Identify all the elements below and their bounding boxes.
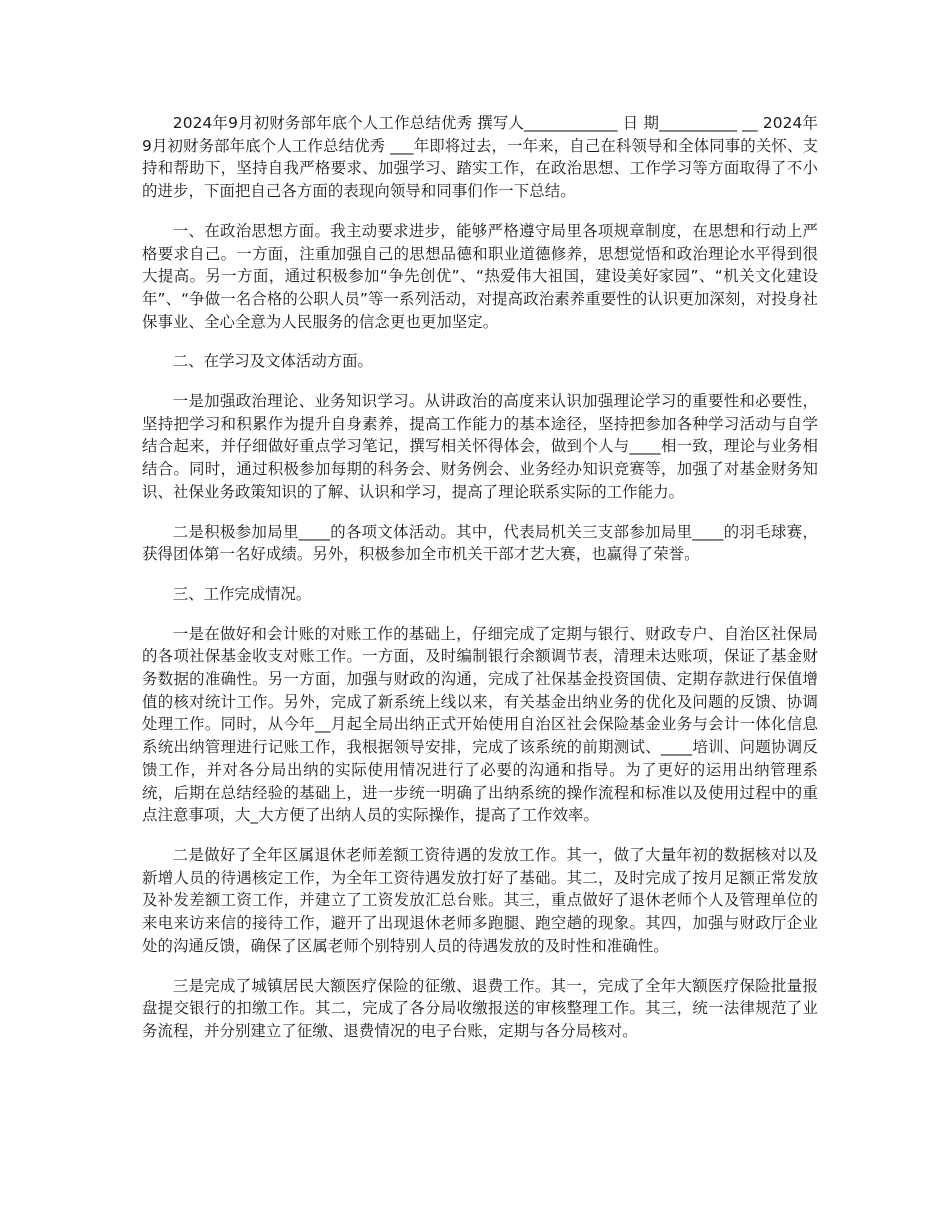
- paragraph-reconciliation-work: 一是在做好和会计账的对账工作的基础上，仔细完成了定期与银行、财政专户、自治区社保局的各项社保基金收支对账工作。一方面，及时编制银行余额调节表，清理未达账项，保证了基金财务数据的准确性。另一方面，加强与财政的沟通，完成了社保基金投资国债、定期存款进行保值增值的核对统计工作。另外，完成了新系统上线以来，有关基金出纳业务的优化及问题的反馈、协调处理工作。同时，从今年__月起全局出纳正式开始使用自治区社会保险基金业务与会计一体化信息系统出纳管理进行记账工作，我根据领导安排，完成了该系统的前期测试、____培训、问题协调反馈工作，并对各分局出纳的实际使用情况进行了必要的沟通和指导。为了更好的运用出纳管理系统，后期在总结经验的基础上，进一步统一明确了出纳系统的操作流程和标准以及使用过程中的重点注意事项，大_大方便了出纳人员的实际操作，提高了工作效率。: [142, 624, 818, 825]
- paragraph-theory-study: 一是加强政治理论、业务知识学习。从讲政治的高度来认识加强理论学习的重要性和必要性，坚持把学习和积累作为提升自身素养，提高工作能力的基本途径，坚持把参加各种学习活动与自学结合起来，并仔细做好重点学习笔记，撰写相关怀得体会，做到个人与____相一致，理论与业务相结合。同时，通过积极参加每期的科务会、财务例会、业务经办知识竞赛等，加强了对基金财务知识、社保业务政策知识的了解、认识和学习，提高了理论联系实际的工作能力。: [142, 392, 818, 501]
- paragraph-retiree-salary: 二是做好了全年区属退休老师差额工资待遇的发放工作。其一，做了大量年初的数据核对以及新增人员的待遇核定工作，为全年工资待遇发放打好了基础。其二，及时完成了按月足额正常发放及补发差额工资工作，并建立了工资发放汇总台账。其三，重点做好了退休老师个人及管理单位的来电来访来信的接待工作，避开了出现退休老师多跑腿、跑空趟的现象。其四，加强与财政厅企业处的沟通反馈，确保了区属老师个别特别人员的待遇发放的及时性和准确性。: [142, 845, 818, 955]
- section-title-work: 三、工作完成情况。: [172, 584, 312, 603]
- document-header-paragraph: 2024年9月初财务部年底个人工作总结优秀 撰写人____________ 日 期__________ __ 2024年9月初财务部年底个人工作总结优秀 ___年即将过去，一年来，自己在科领导和全体同事的关怀、支持和帮助下，坚持自我严格要求、加强学习、踏实工作，在政治思想、工作学习等方面取得了不小的进步，下面把自己各方面的表现向领导和同事们作一下总结。: [142, 114, 818, 201]
- section-title-study: 二、在学习及文体活动方面。: [172, 352, 373, 371]
- paragraph-medical-insurance: 三是完成了城镇居民大额医疗保险的征缴、退费工作。其一，完成了全年大额医疗保险批量报盘提交银行的扣缴工作。其二，完成了各分局收缴报送的审核整理工作。其三，统一法律规范了业务流程，并分别建立了征缴、退费情况的电子台账，定期与各分局核对。: [142, 976, 818, 1040]
- document-page: [142, 112, 818, 1060]
- paragraph-sports-activities: 二是积极参加局里____的各项文体活动。其中，代表局机关三支部参加局里____的羽毛球赛，获得团体第一名好成绩。另外，积极参加全市机关干部才艺大赛，也赢得了荣誉。: [142, 522, 818, 564]
- paragraph-political-thought: 一、在政治思想方面。我主动要求进步，能够严格遵守局里各项规章制度，在思想和行动上严格要求自己。一方面，注重加强自己的思想品德和职业道德修养，思想觉悟和政治理论水平得到很大提高。另一方面，通过积极参加“争先创优”、“热爱伟大祖国，建设美好家园”、“机关文化建设年”、“争做一名合格的公职人员”等一系列活动，对提高政治素养重要性的认识更加深刻，对投身社保事业、全心全意为人民服务的信念更也更加坚定。: [142, 221, 818, 331]
